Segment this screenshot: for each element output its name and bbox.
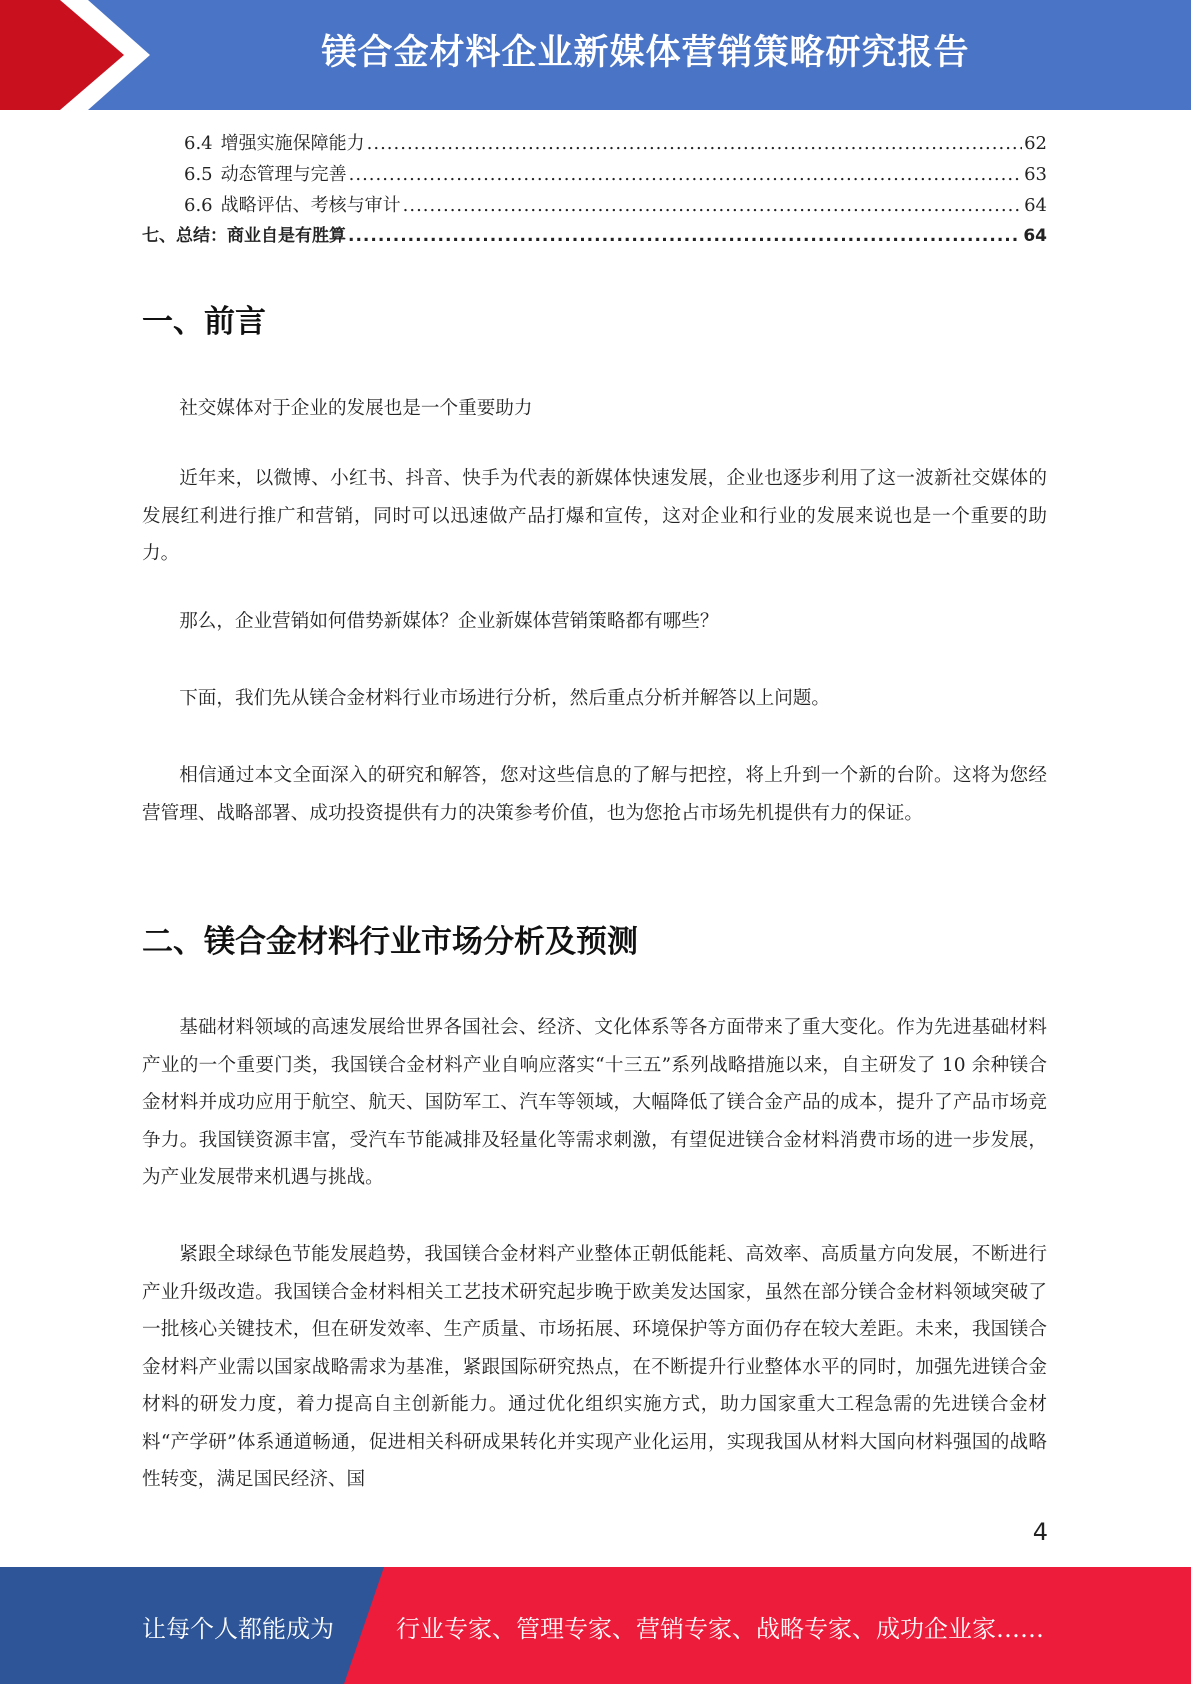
page-number: 4	[1032, 1518, 1048, 1546]
toc-entry-label: 七、总结：商业自是有胜算	[142, 226, 346, 246]
footer-slogan-left: 让每个人都能成为	[142, 1615, 334, 1643]
toc-entry-page: 62	[1024, 133, 1047, 154]
toc-entry-number: 6.6	[184, 195, 213, 216]
toc-entry-label: 动态管理与完善	[220, 164, 347, 185]
paragraph: 相信通过本文全面深入的研究和解答，您对这些信息的了解与把控，将上升到一个新的台阶。这将为您经营管理、战略部署、成功投资提供有力的决策参考价值，也为您抢占市场先机提供有力的保证。	[142, 765, 1047, 824]
toc-entry-major[interactable]	[142, 221, 1047, 252]
toc-entry-number: 6.5	[184, 164, 213, 185]
section-heading-preface: 一、前言	[142, 304, 266, 340]
header-banner	[0, 0, 1191, 110]
toc-dot-leader	[403, 190, 1022, 221]
toc-dot-leader	[367, 128, 1022, 159]
toc-dot-leader	[349, 159, 1022, 190]
toc-entry-page: 64	[1024, 195, 1047, 216]
toc-dot-leader	[348, 221, 1021, 252]
paragraph: 那么，企业营销如何借势新媒体？企业新媒体营销策略都有哪些？	[179, 611, 719, 632]
toc-entry[interactable]	[142, 190, 1047, 221]
toc-entry-label: 战略评估、考核与审计	[220, 195, 401, 216]
paragraph: 社交媒体对于企业的发展也是一个重要助力	[179, 398, 533, 419]
toc-entry[interactable]	[142, 128, 1047, 159]
toc-entry-page: 63	[1024, 164, 1047, 185]
toc-entry-label: 增强实施保障能力	[220, 133, 365, 154]
footer-banner	[0, 1567, 1191, 1684]
paragraph: 紧跟全球绿色节能发展趋势，我国镁合金材料产业整体正朝低能耗、高效率、高质量方向发展，不断进行产业升级改造。我国镁合金材料相关工艺技术研究起步晚于欧美发达国家，虽然在部分镁合金材料领域突破了一批核心关键技术，但在研发效率、生产质量、市场拓展、环境保护等方面仍存在较大差距。未来，我国镁合金材料产业需以国家战略需求为基准，紧跟国际研究热点，在不断提升行业整体水平的同时，加强先进镁合金材料的研发力度，着力提高自主创新能力。通过优化组织实施方式，助力国家重大工程急需的先进镁合金材料“产学研”体系通道畅通，促进相关科研成果转化并实现产业化运用，实现我国从材料大国向材料强国的战略性转变，满足国民经济、国	[142, 1244, 1047, 1490]
paragraph: 基础材料领域的高速发展给世界各国社会、经济、文化体系等各方面带来了重大变化。作为先进基础材料产业的一个重要门类，我国镁合金材料产业自响应落实“十三五”系列战略措施以来，自主研发了 10 余种镁合金材料并成功应用于航空、航天、国防军工、汽车等领域，大幅降低了镁合金产品的成本，提升了产品市场竞争力。我国镁资源丰富，受汽车节能减排及轻量化等需求刺激，有望促进镁合金材料消费市场的进一步发展，为产业发展带来机遇与挑战。	[142, 1017, 1047, 1188]
toc-entry[interactable]	[142, 159, 1047, 190]
footer-slogan-right: 行业专家、管理专家、营销专家、战略专家、成功企业家……	[396, 1615, 1044, 1643]
report-title: 镁合金材料企业新媒体营销策略研究报告	[321, 33, 970, 73]
header-arrow-decoration	[0, 0, 160, 110]
section-heading-market-analysis: 二、镁合金材料行业市场分析及预测	[142, 924, 638, 960]
paragraph: 近年来，以微博、小红书、抖音、快手为代表的新媒体快速发展，企业也逐步利用了这一波新社交媒体的发展红利进行推广和营销，同时可以迅速做产品打爆和宣传，这对企业和行业的发展来说也是一个重要的助力。	[142, 468, 1047, 564]
toc-entry-page: 64	[1023, 226, 1047, 246]
paragraph: 下面，我们先从镁合金材料行业市场进行分析，然后重点分析并解答以上问题。	[179, 688, 830, 709]
toc-entry-number: 6.4	[184, 133, 213, 154]
table-of-contents	[142, 128, 1047, 252]
